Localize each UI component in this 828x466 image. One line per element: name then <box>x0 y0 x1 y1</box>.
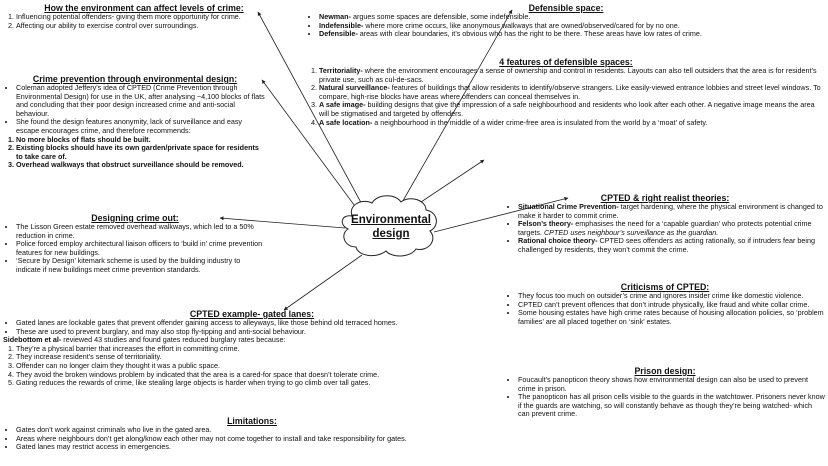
list-item: • ‘Secure by Design’ kitemark scheme is used by the building industry to indicate if new buildings meet crime prevention standards. <box>16 257 267 274</box>
arrow-to-gated-lanes <box>284 255 362 310</box>
arrow-to-four-features <box>412 160 484 208</box>
list-item: • Gated lanes are lockable gates that prevent offender gaining access to alleyways, like those behind old terraced homes. <box>16 319 501 328</box>
section-heading: Designing crime out: <box>91 213 179 223</box>
desc: where the environment encourages a sense of ownership and control in residents. Layouts can also tell outsiders that the area is for resident’s private use, such as cul-de-sacs. <box>319 66 817 84</box>
list-item: • Coleman adopted Jeffery’s idea of CPTED (Crime Prevention through Environmental Design) for use in the UK, after analysing ~4,100 blocks of flats and concluding that their poor design increased crime and anti-social behaviour. <box>16 84 267 118</box>
section-right-realist <box>505 193 825 255</box>
list-item: 3. Overhead walkways that obstruct surveillance should be removed. <box>16 161 267 170</box>
central-topic-line2: design <box>372 228 410 240</box>
bullet-list <box>505 203 825 255</box>
list-item: 5. Gating reduces the rewards of crime, like stealing large objects is harder when trying to go climb over tall gates. <box>16 379 501 388</box>
section-heading: 4 features of defensible spaces: <box>499 57 633 67</box>
numbered-list <box>306 67 826 127</box>
list-item: • These are used to prevent burglary, and may also stop fly-tipping and anti-social behaviour. <box>16 328 501 337</box>
desc: CPTED sees offenders as acting rationally, so if intruders fear being challenged by residents, they won’t commit the crime. <box>518 236 815 254</box>
reasons-list <box>3 345 501 388</box>
list-item: 2. They increase resident’s sense of territoriality. <box>16 353 501 362</box>
section-cpted <box>3 74 267 170</box>
term: Newman- <box>319 12 351 21</box>
list-item: 2. Affecting our ability to exercise control over surroundings. <box>16 22 285 31</box>
desc: features of buildings that allow residents to identify/observe strangers. Like easily-viewed entrance lobbies and street level windows. To compare, high-rise blocks have areas where offenders can conceal themselves in. <box>319 83 821 101</box>
list-item: • Foucault’s panopticon theory shows how environmental design can also be used to prevent crime in prison. <box>518 376 825 393</box>
bullet-list <box>3 84 267 136</box>
desc: target hardening, where the physical environment is changed to make it harder to commit crime. <box>518 202 823 220</box>
section-environment-levels <box>3 3 285 30</box>
section-heading: Limitations: <box>227 416 277 426</box>
bullet-list <box>505 292 825 326</box>
list-item <box>518 237 825 254</box>
numbered-list <box>3 13 285 30</box>
list-item: 1. They’re a physical barrier that increases the effort in committing crime. <box>16 345 501 354</box>
section-heading: Criticisms of CPTED: <box>620 282 710 292</box>
section-heading: CPTED & right realist theories: <box>600 193 730 203</box>
list-item <box>319 101 826 118</box>
list-item <box>319 84 826 101</box>
section-heading: Crime prevention through environmental design: <box>32 74 238 84</box>
sidebottom-term: Sidebottom et al- <box>3 335 62 345</box>
term: Territoriality- <box>319 66 363 75</box>
central-topic <box>350 213 432 241</box>
bullet-list <box>306 13 826 39</box>
term: Rational choice theory- <box>518 236 598 246</box>
list-item: 2. Existing blocks should have its own garden/private space for residents to take care of. <box>16 144 267 161</box>
term: Felson’s theory- <box>518 219 574 229</box>
term: Indefensible- <box>319 20 364 30</box>
list-item <box>319 30 826 39</box>
section-heading: Defensible space: <box>528 3 604 13</box>
section-designing-crime-out <box>3 213 267 275</box>
section-defensible-space <box>306 3 826 39</box>
sidebottom-text: reviewed 43 studies and found gates reduced burglary rates because: <box>61 335 286 345</box>
list-item: 3. Offender can no longer claim they thought it was a public space. <box>16 362 501 371</box>
list-item: 1. No more blocks of flats should be built. <box>16 136 267 145</box>
bullet-list <box>3 223 267 275</box>
list-item: 1. Influencing potential offenders- giving them more opportunity for crime. <box>16 13 285 22</box>
desc-italic: CPTED uses neighbour’s surveillance as the guardian. <box>543 227 719 237</box>
list-item: • Police forced employ architectural liaison officers to ‘build in’ crime prevention features for new buildings. <box>16 240 267 257</box>
section-gated-lanes <box>3 309 501 388</box>
list-item <box>518 220 825 237</box>
desc: where more crime occurs, like anonymous walkways that are owned/observed/cared for by no one. <box>363 20 680 30</box>
term: A safe location- <box>319 117 373 127</box>
term: Natural surveillance- <box>319 83 390 93</box>
list-item: • Some housing estates have high crime rates because of housing allocation policies, so ‘problem families’ are all placed together on ‘sink’ estates. <box>518 309 825 326</box>
desc: emphasises the need for a ‘capable guardian’ who protects potential crime targets. <box>518 219 812 237</box>
list-item: • The panopticon has all prison cells visible to the guards in the watchtower. Prisoners never know if the guards are watching, so will constantly behave as though they’re being watched- which can prevent crime. <box>518 393 825 419</box>
section-limitations <box>3 416 501 452</box>
list-item: • They focus too much on outsider’s crime and ignores insider crime like domestic violence. <box>518 292 825 301</box>
list-item <box>518 203 825 220</box>
section-prison-design <box>505 366 825 419</box>
section-heading: CPTED example- gated lanes: <box>189 309 315 319</box>
list-item: 4. They avoid the broken windows problem by indicated that the area is a cared-for space that doesn’t tolerate crime. <box>16 371 501 380</box>
term: Situational Crime Prevention- <box>518 202 619 211</box>
list-item: • CPTED can’t prevent offences that don’t intrude physically, like fraud and white collar crime. <box>518 301 825 310</box>
section-four-features <box>306 57 826 127</box>
section-heading: Prison design: <box>634 366 696 376</box>
desc: areas with clear boundaries, it’s obvious who has the right to be there. These areas have low rates of crime. <box>357 29 702 39</box>
term: Defensible- <box>319 29 358 39</box>
list-item <box>319 67 826 84</box>
list-item: • Areas where neighbours don’t get along/know each other may not come together to install and take responsibility for gates. <box>16 435 501 444</box>
list-item <box>319 119 826 128</box>
desc: argues some spaces are defensible, some indefensible. <box>350 12 531 21</box>
bullet-list <box>3 426 501 452</box>
list-item: • She found the design features anonymity, lack of surveillance and easy escape encourages crime, and therefore recommends: <box>16 118 267 135</box>
central-topic-line1: Environmental <box>351 214 431 226</box>
bullet-list <box>505 376 825 419</box>
section-heading: How the environment can affect levels of crime: <box>44 3 244 13</box>
term: A safe image- <box>319 100 366 110</box>
list-item: • Gates don’t work against criminals who live in the gated area. <box>16 426 501 435</box>
list-item: • The Lisson Green estate removed overhead walkways, which led to a 50% reduction in crime. <box>16 223 267 240</box>
desc: a neighbourhood in the middle of a wider crime-free area is insulated from the world by a ‘moat’ of safety. <box>372 117 708 127</box>
desc: building designs that give the impression of a safe neighbourhood and residents who look after each other. A negative image means the area will be stigmatised and targeted by offenders. <box>319 100 815 118</box>
recommendations-list <box>3 136 267 170</box>
list-item: • Gated lanes may restrict access in emergencies. <box>16 443 501 452</box>
bullet-list <box>3 319 501 336</box>
section-criticisms <box>505 282 825 326</box>
